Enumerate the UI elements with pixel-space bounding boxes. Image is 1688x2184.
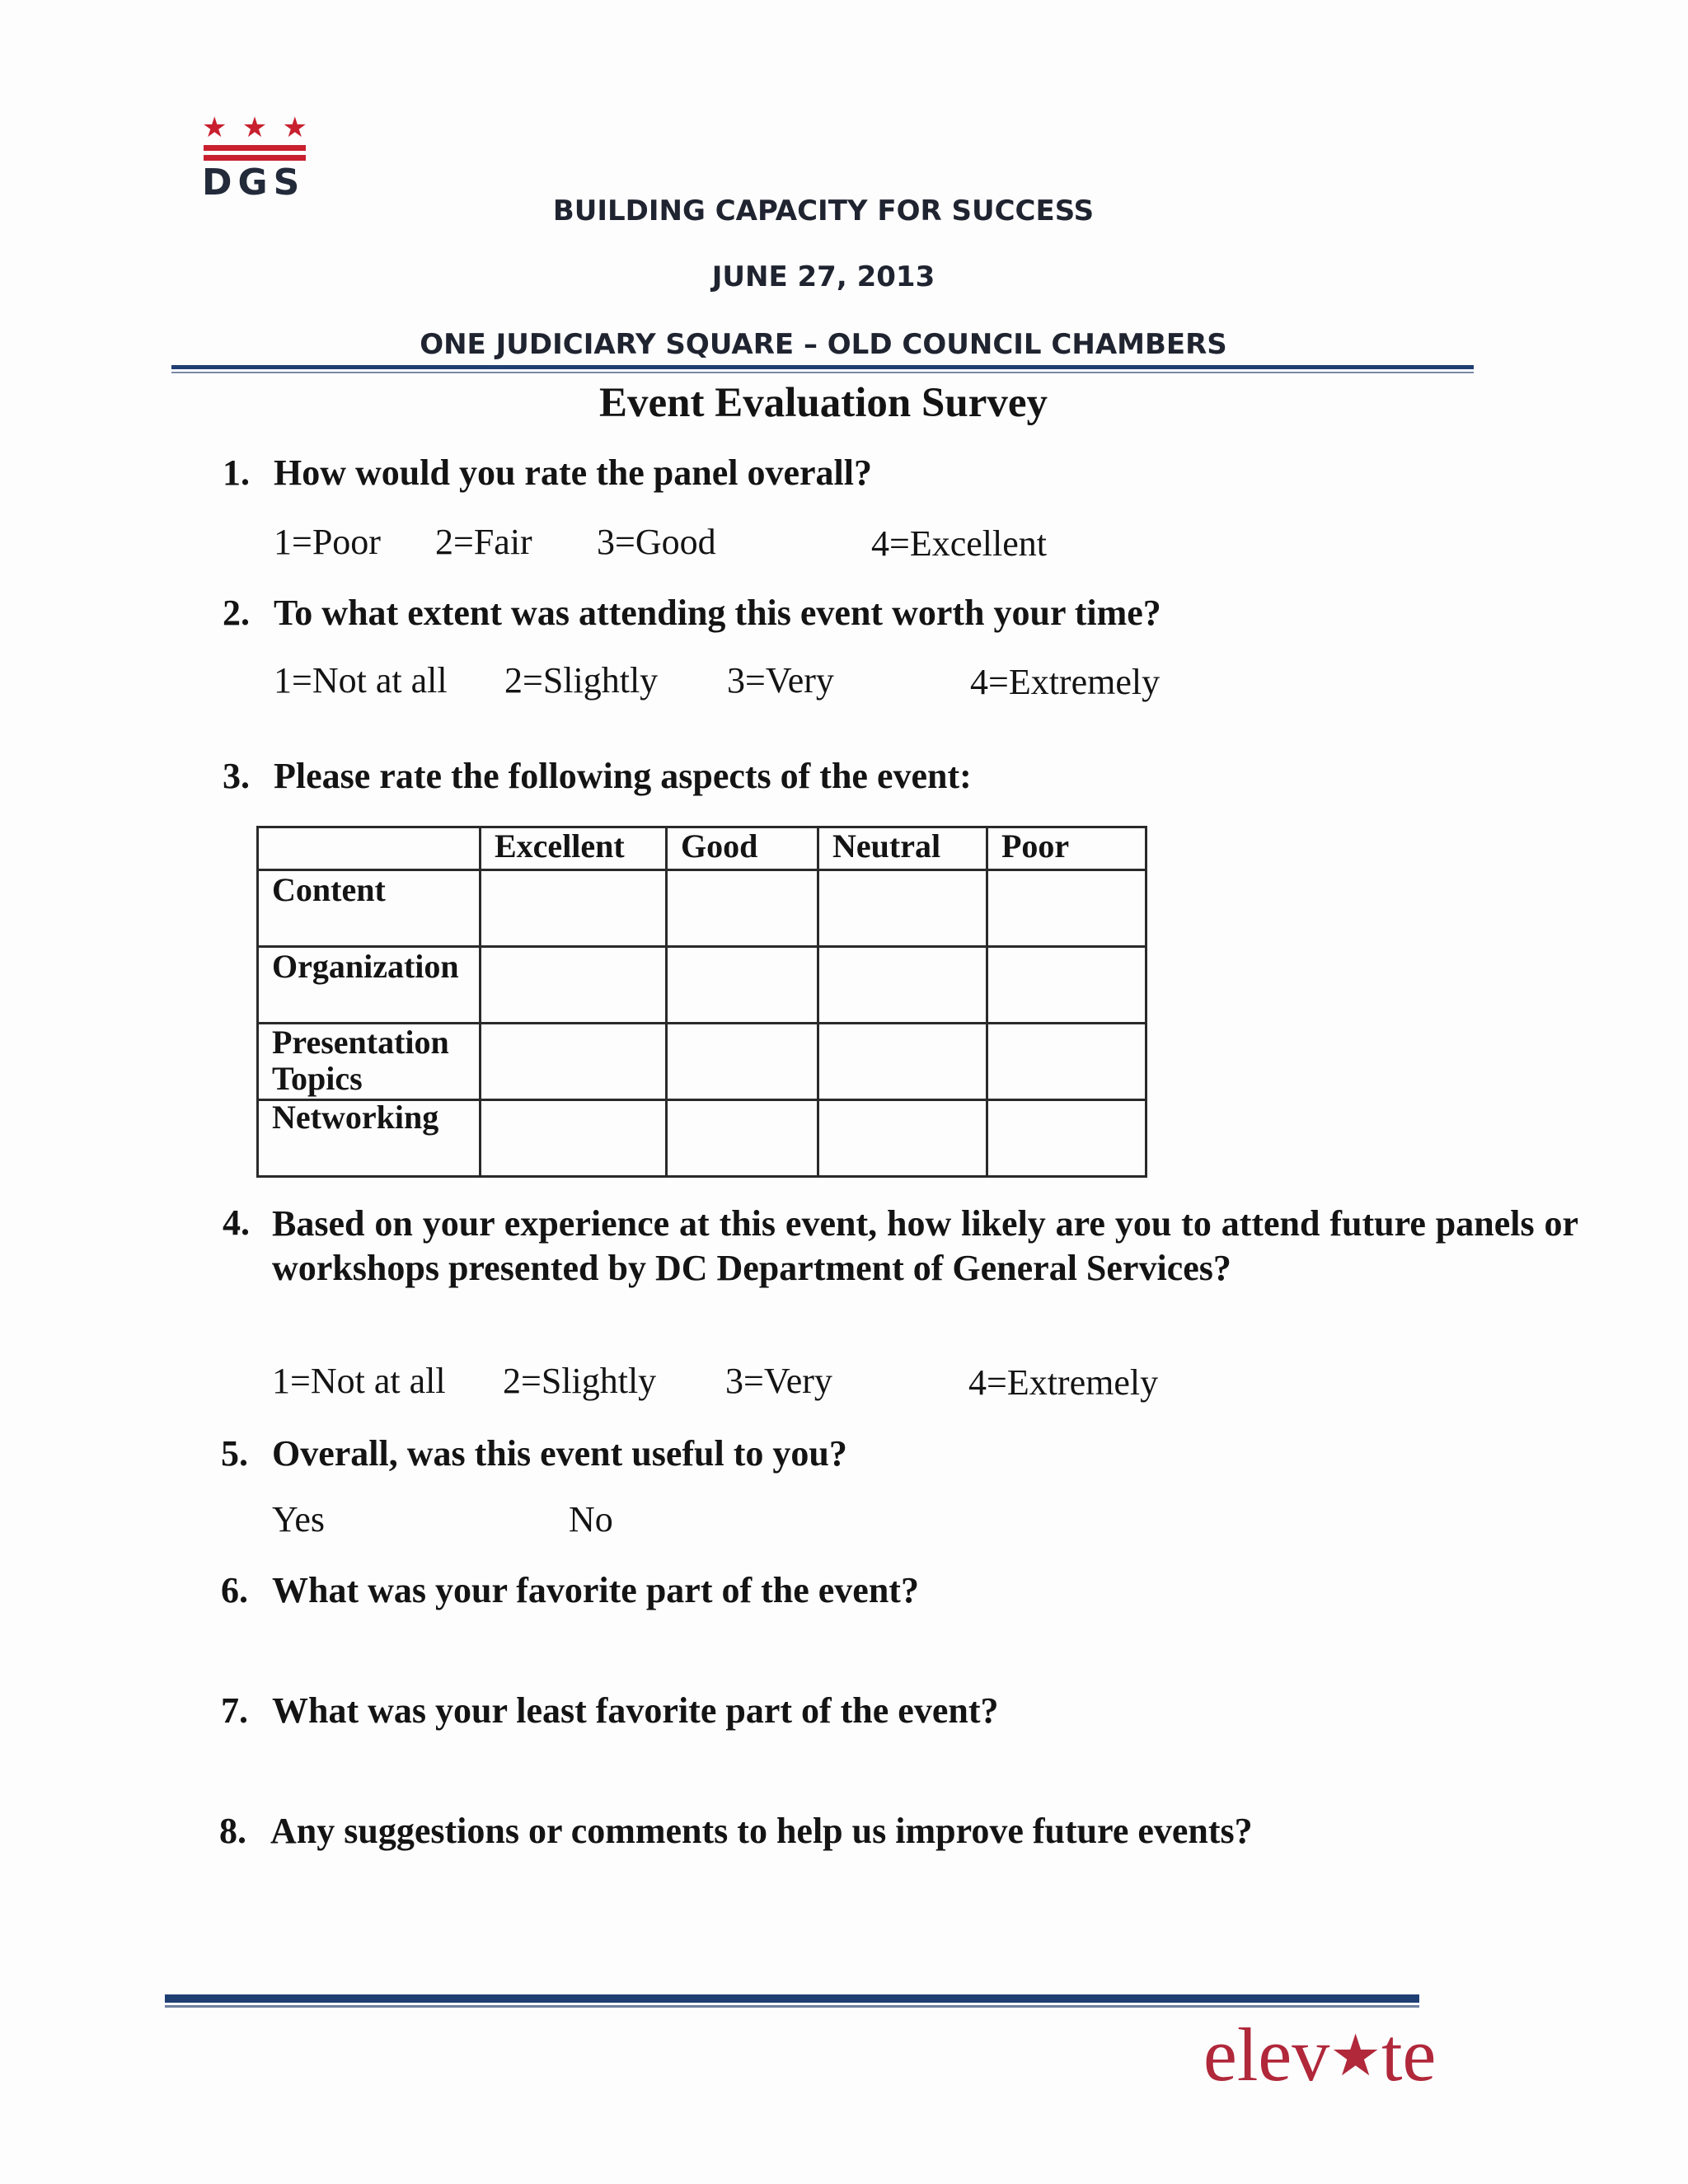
- rating-cell[interactable]: [818, 1024, 987, 1100]
- question-text: To what extent was attending this event worth your time?: [274, 593, 1161, 633]
- rating-option: 4=Excellent: [871, 523, 1047, 564]
- rating-cell[interactable]: [481, 1024, 667, 1100]
- event-location: ONE JUDICIARY SQUARE – OLD COUNCIL CHAMBERS: [420, 328, 1227, 361]
- question-number: 4.: [223, 1202, 250, 1243]
- elevate-logo-text: te: [1381, 2013, 1437, 2097]
- rating-cell[interactable]: [667, 947, 818, 1024]
- rating-cell[interactable]: [667, 1100, 818, 1177]
- question-number: 8.: [219, 1811, 246, 1851]
- table-row: [258, 947, 1146, 1024]
- table-row: [258, 1024, 1146, 1100]
- question-number: 6.: [221, 1570, 248, 1610]
- table-row: [258, 1100, 1146, 1177]
- rating-option: 3=Very: [725, 1361, 832, 1401]
- question-text: Please rate the following aspects of the event:: [274, 756, 972, 796]
- rating-cell[interactable]: [481, 1100, 667, 1177]
- logo-text: DGS: [202, 162, 306, 204]
- row-label-networking: Networking: [258, 1100, 481, 1177]
- star-icon: ★: [241, 111, 268, 144]
- rating-option: 1=Poor: [274, 522, 381, 562]
- table-corner-cell: [258, 827, 481, 870]
- star-icon: ★: [1329, 2022, 1381, 2089]
- rating-option: 4=Extremely: [968, 1362, 1159, 1403]
- column-header-neutral: Neutral: [818, 827, 987, 870]
- rating-cell[interactable]: [987, 1024, 1146, 1100]
- rating-cell[interactable]: [987, 870, 1146, 947]
- event-date: JUNE 27, 2013: [711, 260, 935, 293]
- question-number: 5.: [221, 1433, 248, 1474]
- rating-option: 1=Not at all: [272, 1361, 446, 1401]
- elevate-logo: [1203, 2011, 1436, 2098]
- elevate-logo-text: elev: [1203, 2013, 1330, 2097]
- rating-cell[interactable]: [818, 1100, 987, 1177]
- question-text: Any suggestions or comments to help us improve future events?: [270, 1811, 1253, 1851]
- star-icon: ★: [282, 111, 307, 144]
- survey-title: Event Evaluation Survey: [598, 380, 1048, 426]
- logo-stars: [202, 111, 307, 144]
- star-icon: ★: [202, 111, 227, 144]
- rating-option: 2=Slightly: [503, 1361, 657, 1401]
- question-text: What was your least favorite part of the event?: [272, 1690, 999, 1731]
- column-header-good: Good: [667, 827, 818, 870]
- rating-cell[interactable]: [667, 870, 818, 947]
- table-header-row: [258, 827, 1146, 870]
- rating-cell[interactable]: [818, 947, 987, 1024]
- row-label-presentation-topics: Presentation Topics: [258, 1024, 481, 1100]
- question-number: 3.: [223, 756, 250, 796]
- rating-option: 3=Very: [727, 660, 834, 701]
- question-text: Based on your experience at this event, how likely are you to attend future panels or workshops presented by DC Department of General Services?: [272, 1203, 1578, 1288]
- rating-option: 1=Not at all: [274, 660, 448, 701]
- header-rule-thin: [171, 372, 1474, 373]
- dgs-logo: [202, 111, 309, 204]
- rating-option: 4=Extremely: [970, 662, 1160, 702]
- question-number: 1.: [223, 452, 250, 493]
- rating-cell[interactable]: [987, 1100, 1146, 1177]
- column-header-excellent: Excellent: [481, 827, 667, 870]
- question-number: 2.: [223, 593, 250, 633]
- logo-stripe: [204, 155, 306, 161]
- question-number: 7.: [221, 1690, 248, 1731]
- question-text: What was your favorite part of the event?: [272, 1570, 919, 1610]
- row-label-content: Content: [258, 870, 481, 947]
- column-header-poor: Poor: [987, 827, 1146, 870]
- rating-cell[interactable]: [818, 870, 987, 947]
- aspects-rating-table: [256, 826, 1147, 1178]
- table-row: [258, 870, 1146, 947]
- rating-option: 2=Fair: [435, 522, 532, 562]
- rating-option: 2=Slightly: [504, 660, 659, 701]
- footer-rule: [165, 1994, 1419, 2003]
- rating-cell[interactable]: [481, 870, 667, 947]
- rating-cell[interactable]: [481, 947, 667, 1024]
- rating-cell[interactable]: [987, 947, 1146, 1024]
- rating-cell[interactable]: [667, 1024, 818, 1100]
- footer-rule-thin: [165, 2005, 1419, 2008]
- header-rule: [171, 365, 1474, 369]
- event-name: BUILDING CAPACITY FOR SUCCESS: [552, 194, 1095, 227]
- question-text: Overall, was this event useful to you?: [272, 1433, 847, 1474]
- answer-option-no: No: [569, 1499, 613, 1540]
- rating-option: 3=Good: [597, 522, 716, 562]
- logo-stripe: [204, 145, 306, 151]
- question-text: How would you rate the panel overall?: [274, 452, 872, 493]
- row-label-organization: Organization: [258, 947, 481, 1024]
- answer-option-yes: Yes: [272, 1499, 326, 1540]
